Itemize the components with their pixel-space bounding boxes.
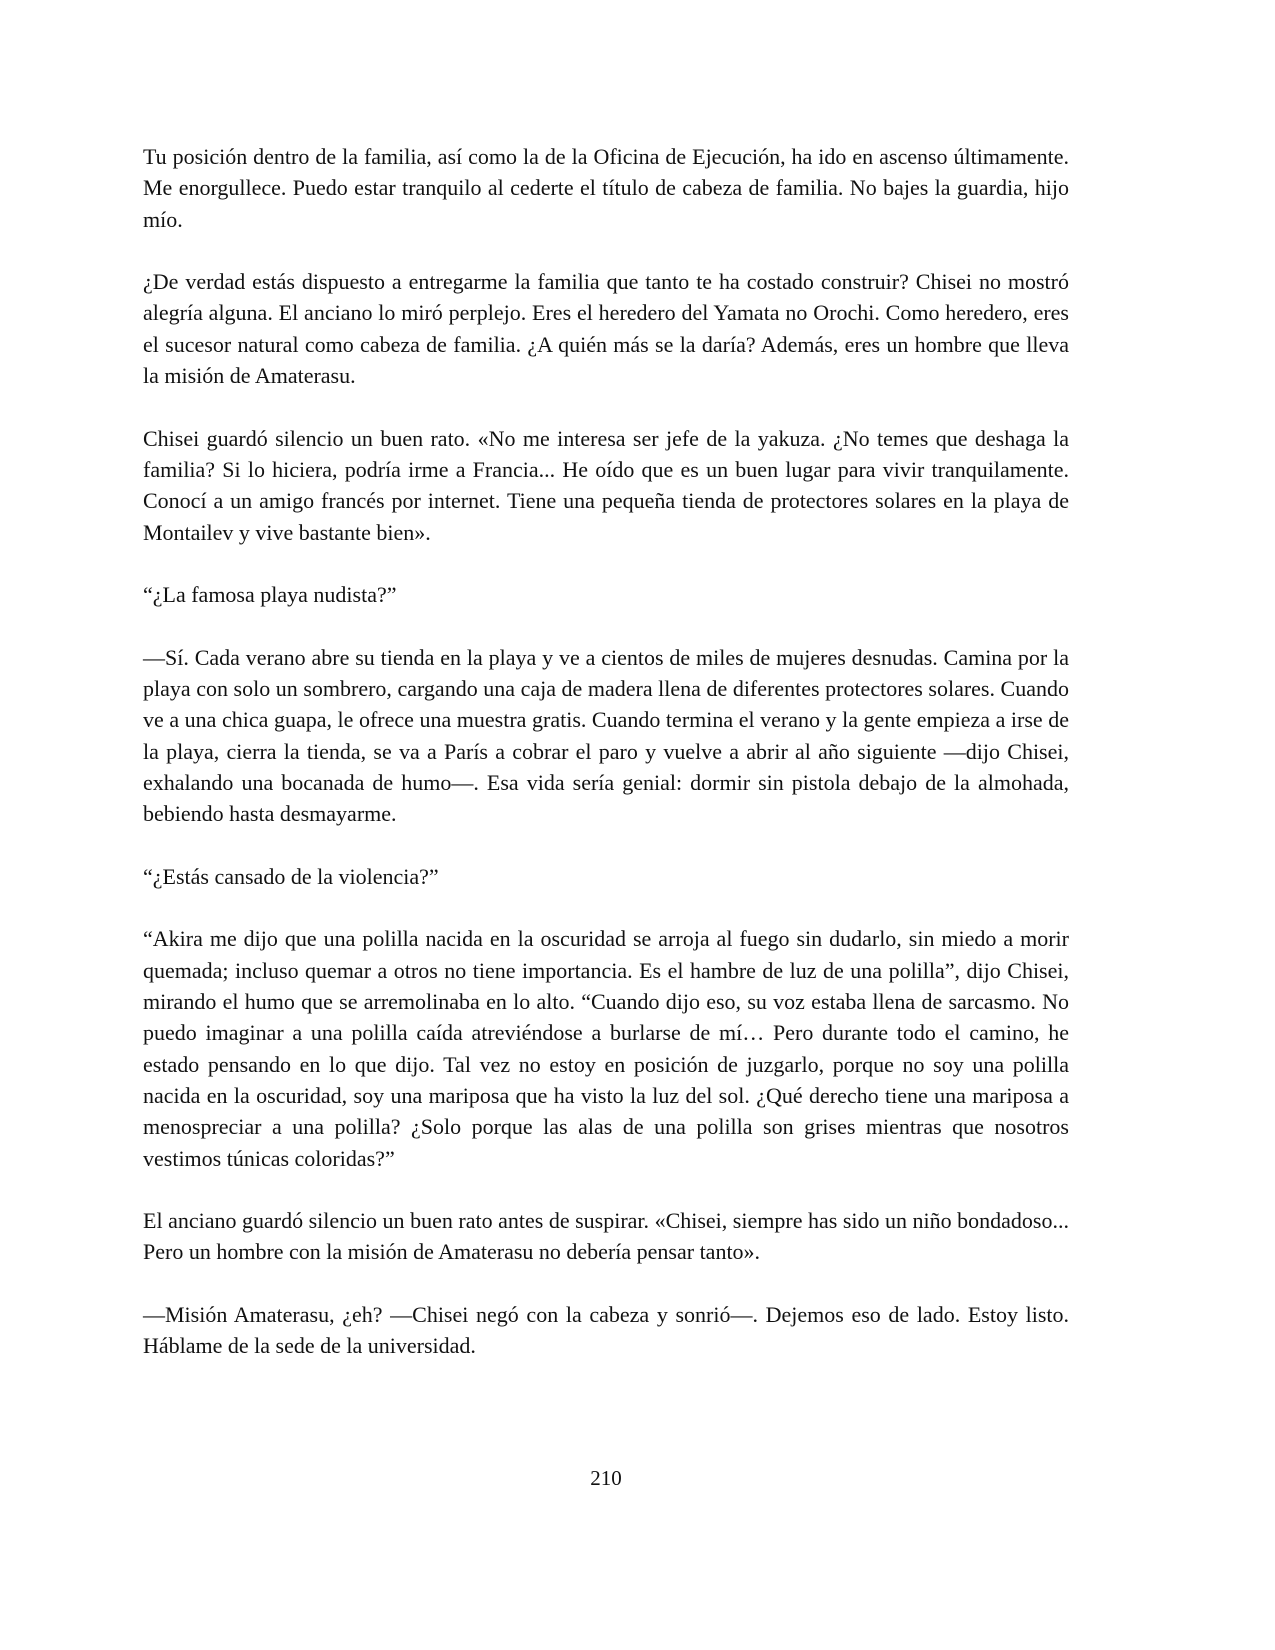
paragraph: “Akira me dijo que una polilla nacida en la oscuridad se arroja al fuego sin dudarlo, sin miedo a morir quemada; incluso quemar a otros no tiene importancia. Es el hambre de luz de una polilla”, dijo Chisei, mirando el humo que se arremolinaba en lo alto. “Cuando dijo eso, su voz estaba llena de sarcasmo. No puedo imaginar a una polilla caída atreviéndose a burlarse de mí… Pero durante todo el camino, he estado pensando en lo que dijo. Tal vez no estoy en posición de juzgarlo, porque no soy una polilla nacida en la oscuridad, soy una mariposa que ha visto la luz del sol. ¿Qué derecho tiene una mariposa a menospreciar a una polilla? ¿Solo porque las alas de una polilla son grises mientras que nosotros vestimos túnicas coloridas?” bbox=[143, 926, 1069, 1171]
paragraph: —Sí. Cada verano abre su tienda en la playa y ve a cientos de miles de mujeres desnudas. Camina por la playa con solo un sombrero, cargando una caja de madera llena de diferentes protectores solares. Cuando ve a una chica guapa, le ofrece una muestra gratis. Cuando termina el verano y la gente empieza a irse de la playa, cierra la tienda, se va a París a cobrar el paro y vuelve a abrir al año siguiente —dijo Chisei, exhalando una bocanada de humo—. Esa vida sería genial: dormir sin pistola debajo de la almohada, bebiendo hasta desmayarme. bbox=[143, 644, 1069, 827]
paragraph: ¿De verdad estás dispuesto a entregarme la familia que tanto te ha costado construir? Chisei no mostró alegría alguna. El anciano lo miró perplejo. Eres el heredero del Yamata no Orochi. Como heredero, eres el sucesor natural como cabeza de familia. ¿A quién más se la daría? Además, eres un hombre que lleva la misión de Amaterasu. bbox=[143, 269, 1069, 389]
paragraph: “¿Estás cansado de la violencia?” bbox=[143, 863, 439, 889]
page-number: 210 bbox=[590, 1466, 622, 1490]
paragraph: Chisei guardó silencio un buen rato. «No me interesa ser jefe de la yakuza. ¿No temes que deshaga la familia? Si lo hiciera, podría irme a Francia... He oído que es un buen lugar para vivir tranquilamente. Conocí a un amigo francés por internet. Tiene una pequeña tienda de protectores solares en la playa de Montailev y vive bastante bien». bbox=[143, 425, 1069, 545]
paragraph: El anciano guardó silencio un buen rato antes de suspirar. «Chisei, siempre has sido un niño bondadoso... Pero un hombre con la misión de Amaterasu no debería pensar tanto». bbox=[143, 1208, 1069, 1265]
paragraph: —Misión Amaterasu, ¿eh? —Chisei negó con la cabeza y sonrió—. Dejemos eso de lado. Estoy listo. Háblame de la sede de la universidad. bbox=[143, 1301, 1069, 1359]
paragraph: Tu posición dentro de la familia, así como la de la Oficina de Ejecución, ha ido en ascenso últimamente. Me enorgullece. Puedo estar tranquilo al cederte el título de cabeza de familia. No bajes la guardia, hijo mío. bbox=[143, 144, 1069, 232]
page-body bbox=[143, 141, 1069, 1393]
paragraph: “¿La famosa playa nudista?” bbox=[143, 582, 397, 608]
